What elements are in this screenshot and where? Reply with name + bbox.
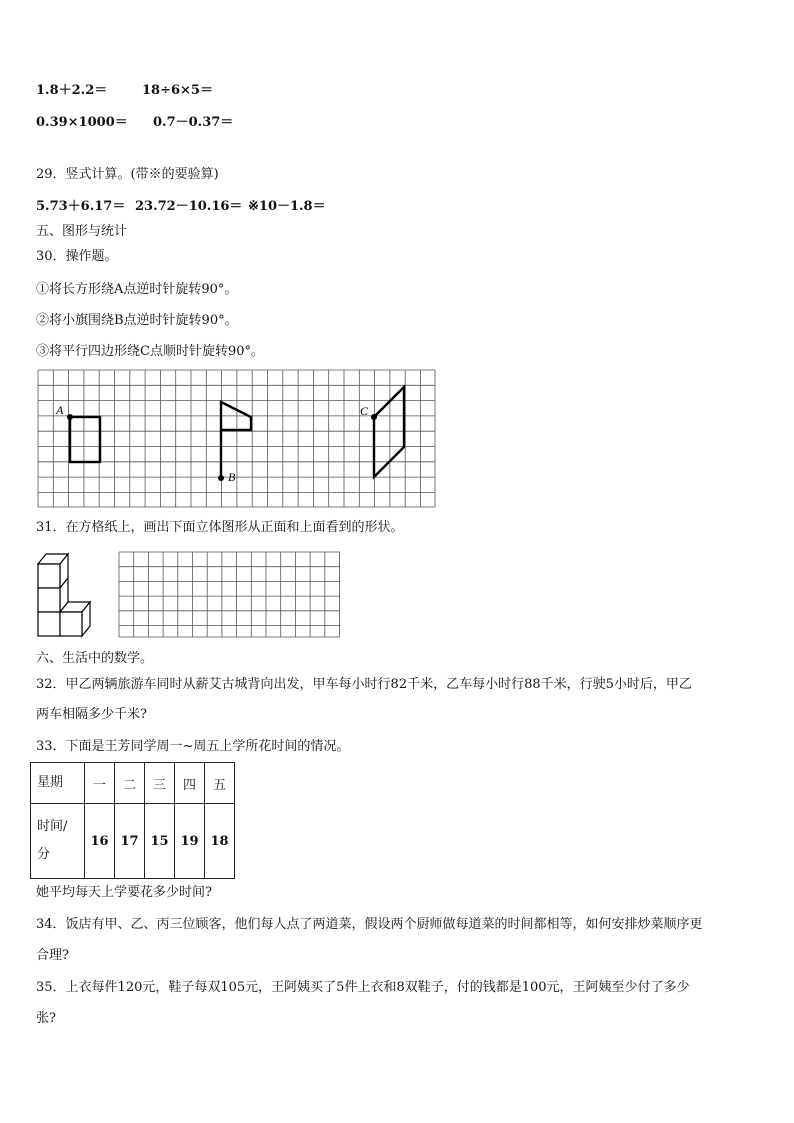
calc-item: 18÷6×5＝ [142, 83, 213, 98]
q30-step-3: ③将平行四边形绕C点顺时针旋转90°。 [36, 344, 264, 359]
q35-line-2: 张? [36, 1011, 56, 1026]
q35-line-1: 35．上衣每件120元，鞋子每双105元，王阿姨买了5件上衣和8双鞋子，付的钱都是100元，王阿姨至少付了多少 [36, 980, 690, 995]
time-cell: 15 [145, 804, 175, 879]
q29-item: ※10－1.8＝ [248, 199, 326, 214]
time-cell: 17 [115, 804, 145, 879]
time-row-label: 时间/ 分 [31, 804, 85, 879]
q33-title: 33．下面是王芳同学周一~周五上学所花时间的情况。 [36, 739, 350, 754]
q34-line-1: 34．饭店有甲、乙、丙三位顾客，他们每人点了两道菜，假设两个厨师做每道菜的时间都相等，如何安排炒菜顺序更 [36, 917, 703, 932]
day-cell: 三 [145, 763, 175, 804]
point-b [218, 475, 224, 481]
q31-title: 31．在方格纸上，画出下面立体图形从正面和上面看到的形状。 [36, 520, 404, 535]
q32-line-2: 两车相隔多少千米? [36, 707, 147, 722]
time-cell: 19 [175, 804, 205, 879]
q30-title: 30．操作题。 [36, 249, 118, 264]
q29-item: 5.73＋6.17＝ [36, 199, 126, 214]
commute-time-table [30, 762, 235, 879]
label-b: B [228, 470, 236, 484]
table-row [31, 804, 235, 879]
section-6-heading: 六、生活中的数学。 [36, 651, 154, 666]
calc-item: 1.8＋2.2＝ [36, 83, 108, 98]
day-cell: 一 [85, 763, 115, 804]
q33-question: 她平均每天上学要花多少时间? [36, 885, 212, 900]
q29-items [36, 198, 326, 216]
section-5-heading: 五、图形与统计 [36, 224, 128, 239]
calc-row-1 [36, 82, 213, 100]
calc-item: 0.7－0.37＝ [153, 115, 234, 130]
day-cell: 二 [115, 763, 145, 804]
point-a [67, 414, 73, 420]
time-cell: 18 [205, 804, 235, 879]
q32-line-1: 32．甲乙两辆旅游车同时从薪艾古城背向出发，甲车每小时行82千米，乙车每小时行88千米，行驶5小时后，甲乙 [36, 677, 692, 692]
q34-line-2: 合理? [36, 948, 69, 963]
q30-grid-figure [38, 370, 436, 508]
q29-item: 23.72－10.16＝ [135, 199, 243, 214]
day-cell: 五 [205, 763, 235, 804]
q30-step-2: ②将小旗围绕B点逆时针旋转90°。 [36, 313, 238, 328]
calc-item: 0.39×1000＝ [36, 115, 128, 130]
calc-row-2 [36, 114, 234, 132]
cube-stack-figure [36, 552, 92, 640]
point-c [371, 414, 377, 420]
rectangle-shape [70, 417, 100, 462]
day-cell: 四 [175, 763, 205, 804]
time-cell: 16 [85, 804, 115, 879]
q29-title: 29．竖式计算。(带※的要验算) [36, 167, 219, 182]
table-header-label: 星期 [31, 763, 85, 804]
label-c: C [360, 404, 369, 418]
q30-step-1: ①将长方形绕A点逆时针旋转90°。 [36, 282, 238, 297]
label-a: A [56, 403, 64, 417]
table-row [31, 763, 235, 804]
flag-shape [221, 402, 251, 478]
q31-answer-grid [119, 552, 341, 638]
